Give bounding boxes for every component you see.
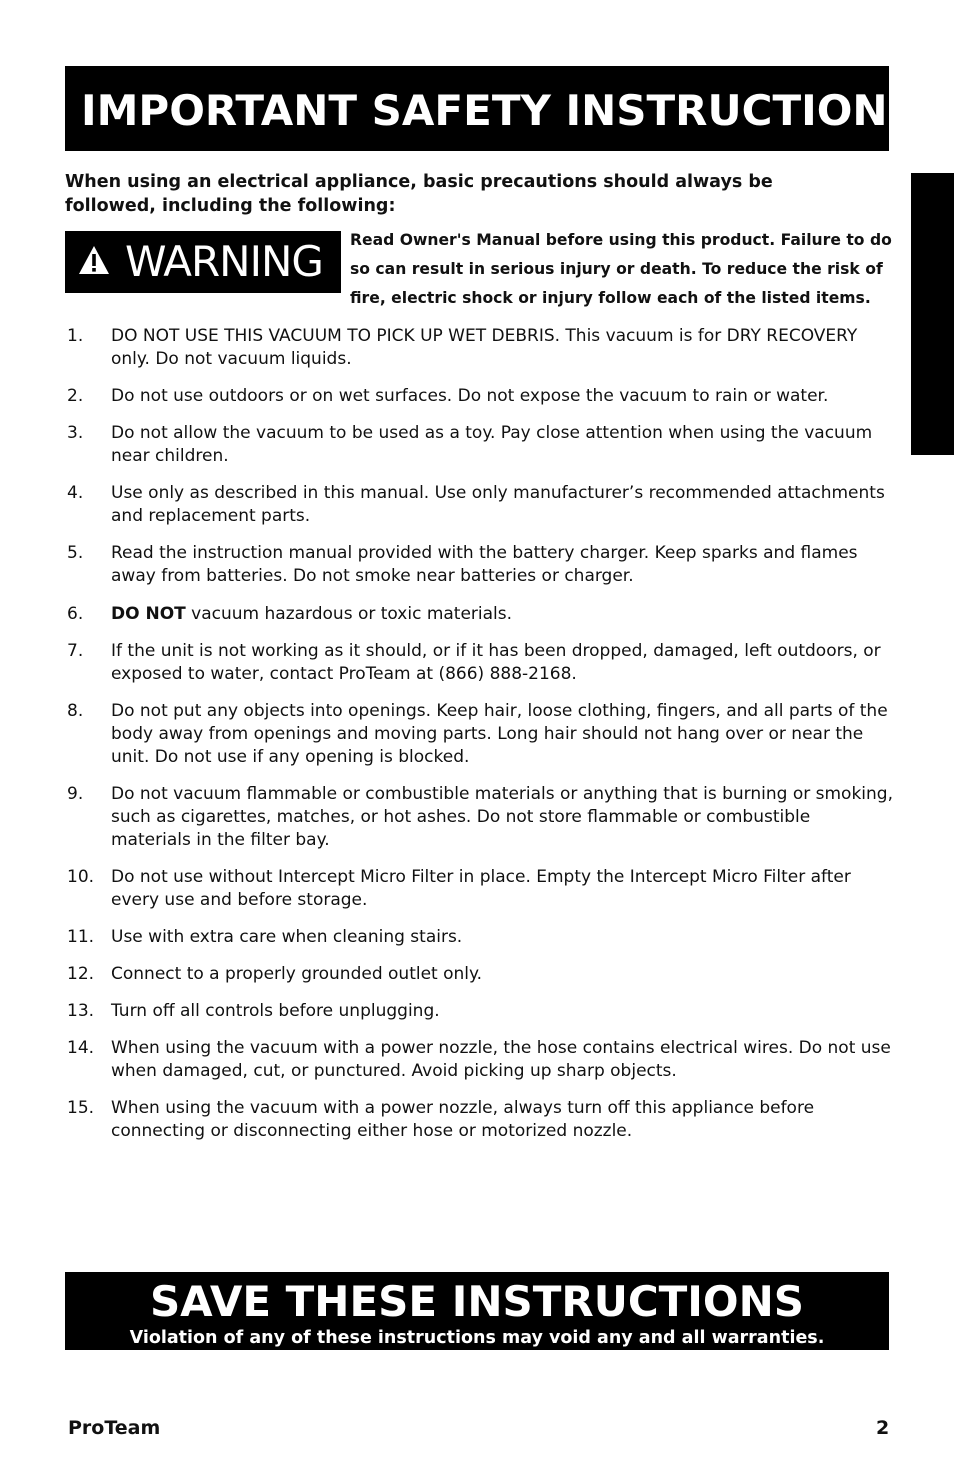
rule-item — [65, 640, 895, 686]
safety-rules-list — [65, 325, 895, 1143]
rule-body: Connect to a properly grounded outlet only. — [111, 964, 483, 984]
rule-text — [111, 701, 888, 767]
rule-number: 10. — [67, 867, 95, 887]
save-title: SAVE THESE INSTRUCTIONS — [149, 1277, 805, 1326]
rule-body: Read the instruction manual provided with the battery charger. Keep sparks and flames away from batteries. Do not smoke near batteries or charger. — [111, 543, 858, 586]
rule-text — [111, 543, 858, 586]
rule-text — [111, 326, 857, 369]
rule-body: vacuum hazardous or toxic materials. — [185, 604, 513, 624]
rule-item — [65, 700, 895, 769]
rule-item — [65, 603, 895, 626]
rule-text — [111, 604, 512, 624]
rule-number: 1. — [67, 326, 84, 346]
rule-item — [65, 325, 895, 371]
rule-body: Use only as described in this manual. Use only manufacturer’s recommended attachments and replacement parts. — [111, 483, 885, 526]
rule-text — [111, 867, 851, 910]
rule-number: 3. — [67, 423, 84, 443]
rule-item — [65, 963, 895, 986]
rule-item — [65, 482, 895, 528]
rule-item — [65, 542, 895, 588]
rule-body: DO NOT USE THIS VACUUM TO PICK UP WET DEBRIS. This vacuum is for DRY RECOVERY only. Do not vacuum liquids. — [111, 326, 858, 369]
rule-body: Turn off all controls before unplugging. — [111, 1001, 440, 1021]
rule-item — [65, 866, 895, 912]
rule-body: Do not use outdoors or on wet surfaces. Do not expose the vacuum to rain or water. — [111, 386, 829, 406]
rule-body: Do not put any objects into openings. Keep hair, loose clothing, fingers, and all parts of the body away from openings and moving parts. Long hair should not hang over or near the unit. Do not use if any opening is blocked. — [111, 701, 888, 767]
rule-number: 14. — [67, 1038, 95, 1058]
rule-body: If the unit is not working as it should, or if it has been dropped, damaged, left outdoors, or exposed to water, contact ProTeam at (866) 888-2168. — [111, 641, 881, 684]
rule-item — [65, 926, 895, 949]
intro-text: When using an electrical appliance, basic precautions should always be followed, including the following: — [65, 172, 773, 216]
warning-banner — [65, 231, 341, 293]
rule-number: 15. — [67, 1098, 95, 1118]
rule-number: 4. — [67, 483, 84, 503]
rule-number: 13. — [67, 1001, 95, 1021]
rule-item — [65, 1000, 895, 1023]
rule-text — [111, 1098, 814, 1141]
rule-number: 2. — [67, 386, 84, 406]
rule-text — [111, 1038, 891, 1081]
rule-text — [111, 483, 885, 526]
rule-body: Do not use without Intercept Micro Filter in place. Empty the Intercept Micro Filter after every use and before storage. — [111, 867, 851, 910]
warning-triangle-icon — [78, 245, 110, 275]
rule-item — [65, 1097, 895, 1143]
save-banner — [65, 1272, 889, 1350]
rule-item — [65, 783, 895, 852]
warning-text: Read Owner's Manual before using this product. Failure to do so can result in serious injury or death. To reduce the risk of fire, electric shock or injury follow each of the listed items. — [350, 231, 892, 307]
rule-text — [111, 423, 872, 466]
title-banner — [65, 66, 918, 151]
section-tab — [911, 173, 954, 455]
rule-number: 11. — [67, 927, 95, 947]
rule-emphasis: DO NOT — [111, 604, 186, 624]
rule-item — [65, 422, 895, 468]
rule-text — [111, 386, 828, 406]
rule-text — [111, 1001, 440, 1021]
rule-number: 6. — [67, 604, 84, 624]
rule-number: 8. — [67, 701, 84, 721]
rule-text — [111, 927, 462, 947]
rule-number: 5. — [67, 543, 84, 563]
rule-number: 7. — [67, 641, 84, 661]
rule-item — [65, 385, 895, 408]
page-number: 2 — [876, 1417, 890, 1439]
rule-body: Use with extra care when cleaning stairs. — [111, 927, 463, 947]
rule-text — [111, 641, 881, 684]
rule-text — [111, 784, 893, 850]
rule-body: When using the vacuum with a power nozzle, the hose contains electrical wires. Do not use when damaged, cut, or punctured. Avoid picking up sharp objects. — [111, 1038, 891, 1081]
rule-body: When using the vacuum with a power nozzle, always turn off this appliance before connecting or disconnecting either hose or motorized nozzle. — [111, 1098, 815, 1141]
rule-text — [111, 964, 482, 984]
rule-body: Do not vacuum flammable or combustible materials or anything that is burning or smoking, such as cigarettes, matches, or hot ashes. Do not store flammable or combustible materials in the filter bay. — [111, 784, 893, 850]
save-subtitle: Violation of any of these instructions may void any and all warranties. — [129, 1328, 825, 1348]
footer-brand: ProTeam — [68, 1417, 161, 1439]
rule-number: 9. — [67, 784, 84, 804]
warning-label: WARNING — [125, 237, 323, 286]
rule-number: 12. — [67, 964, 95, 984]
page-title: IMPORTANT SAFETY INSTRUCTIONS — [81, 86, 918, 135]
rule-item — [65, 1037, 895, 1083]
rule-body: Do not allow the vacuum to be used as a toy. Pay close attention when using the vacuum near children. — [111, 423, 873, 466]
